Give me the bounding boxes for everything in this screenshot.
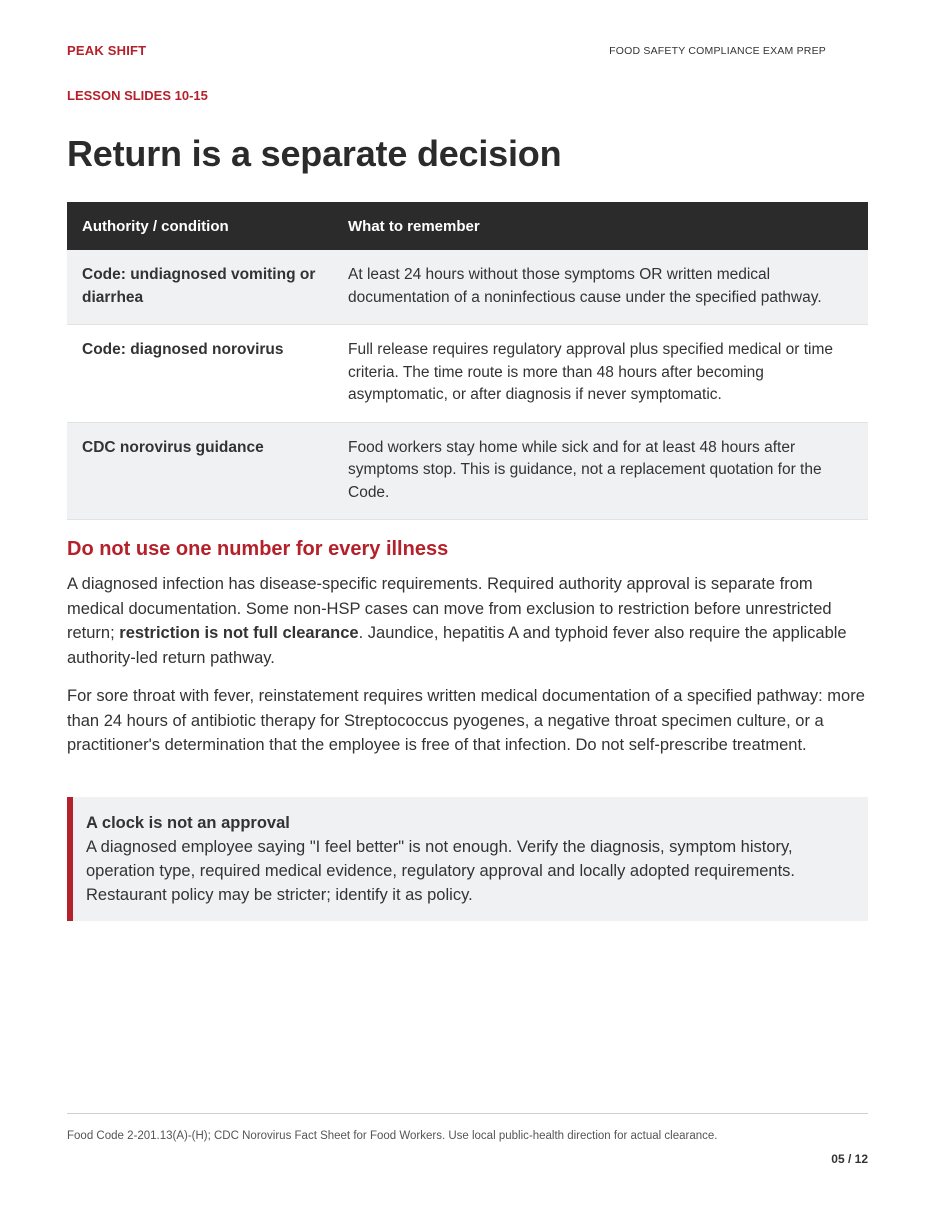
table-row bbox=[67, 250, 868, 325]
remember-cell: At least 24 hours without those symptoms OR written medical documentation of a noninfectious cause under the specified pathway. bbox=[333, 250, 868, 325]
condition-cell: Code: undiagnosed vomiting or diarrhea bbox=[67, 250, 333, 325]
footer-divider bbox=[67, 1113, 868, 1114]
remember-cell: Full release requires regulatory approval plus specified medical or time criteria. The time route is more than 48 hours after becoming asymptomatic, or after diagnosis if never symptomatic. bbox=[348, 341, 834, 403]
condition-cell: CDC norovirus guidance bbox=[67, 422, 333, 520]
return-criteria-table bbox=[67, 202, 868, 520]
table-row bbox=[67, 325, 868, 423]
callout-box bbox=[67, 797, 868, 921]
body-paragraph-2: For sore throat with fever, reinstatement requires written medical documentation of a specified pathway: more than 24 hours of antibiotic therapy for Streptococcus pyogenes, a negative throat specimen culture, or a practitioner's determination that the employee is free of that infection. Do not self-prescribe treatment. bbox=[67, 687, 865, 754]
document-page bbox=[67, 0, 868, 1210]
brand-label: PEAK SHIFT bbox=[67, 43, 147, 58]
running-header: FOOD SAFETY COMPLIANCE EXAM PREP bbox=[609, 45, 826, 57]
para1-emphasis: restriction is not full clearance bbox=[119, 624, 359, 642]
lesson-eyebrow: LESSON SLIDES 10-15 bbox=[67, 88, 208, 103]
source-footnote: Food Code 2-201.13(A)-(H); CDC Norovirus Fact Sheet for Food Workers. Use local public-health direction for actual clearance. bbox=[67, 1130, 718, 1142]
callout-body: A diagnosed employee saying "I feel better" is not enough. Verify the diagnosis, symptom history, operation type, required medical evidence, regulatory approval and locally adopted requirements. Restaurant policy may be stricter; identify it as policy. bbox=[86, 838, 796, 904]
section-heading: Do not use one number for every illness bbox=[67, 538, 449, 560]
table-row bbox=[67, 422, 868, 520]
column-header-remember: What to remember bbox=[333, 202, 868, 250]
para1-text-end: . Jaundice, hepatitis A and typhoid fever also require the applicable authority-led return pathway. bbox=[67, 624, 847, 667]
remember-cell: Food workers stay home while sick and for at least 48 hours after symptoms stop. This is guidance, not a replacement quotation for the Code. bbox=[333, 422, 868, 520]
page-title: Return is a separate decision bbox=[67, 133, 562, 174]
callout-title: A clock is not an approval bbox=[86, 814, 290, 832]
table-header-row bbox=[67, 202, 868, 250]
condition-cell: Code: diagnosed norovirus bbox=[82, 341, 284, 358]
para1-text-start: A diagnosed infection has disease-specific requirements. Required authority approval is separate from medical documentation. Some non-HSP cases can move from exclusion to restriction before unrestricted return; bbox=[67, 575, 832, 642]
body-paragraph-1 bbox=[67, 572, 868, 670]
page-number: 05 / 12 bbox=[831, 1152, 868, 1166]
column-header-condition: Authority / condition bbox=[67, 202, 333, 250]
